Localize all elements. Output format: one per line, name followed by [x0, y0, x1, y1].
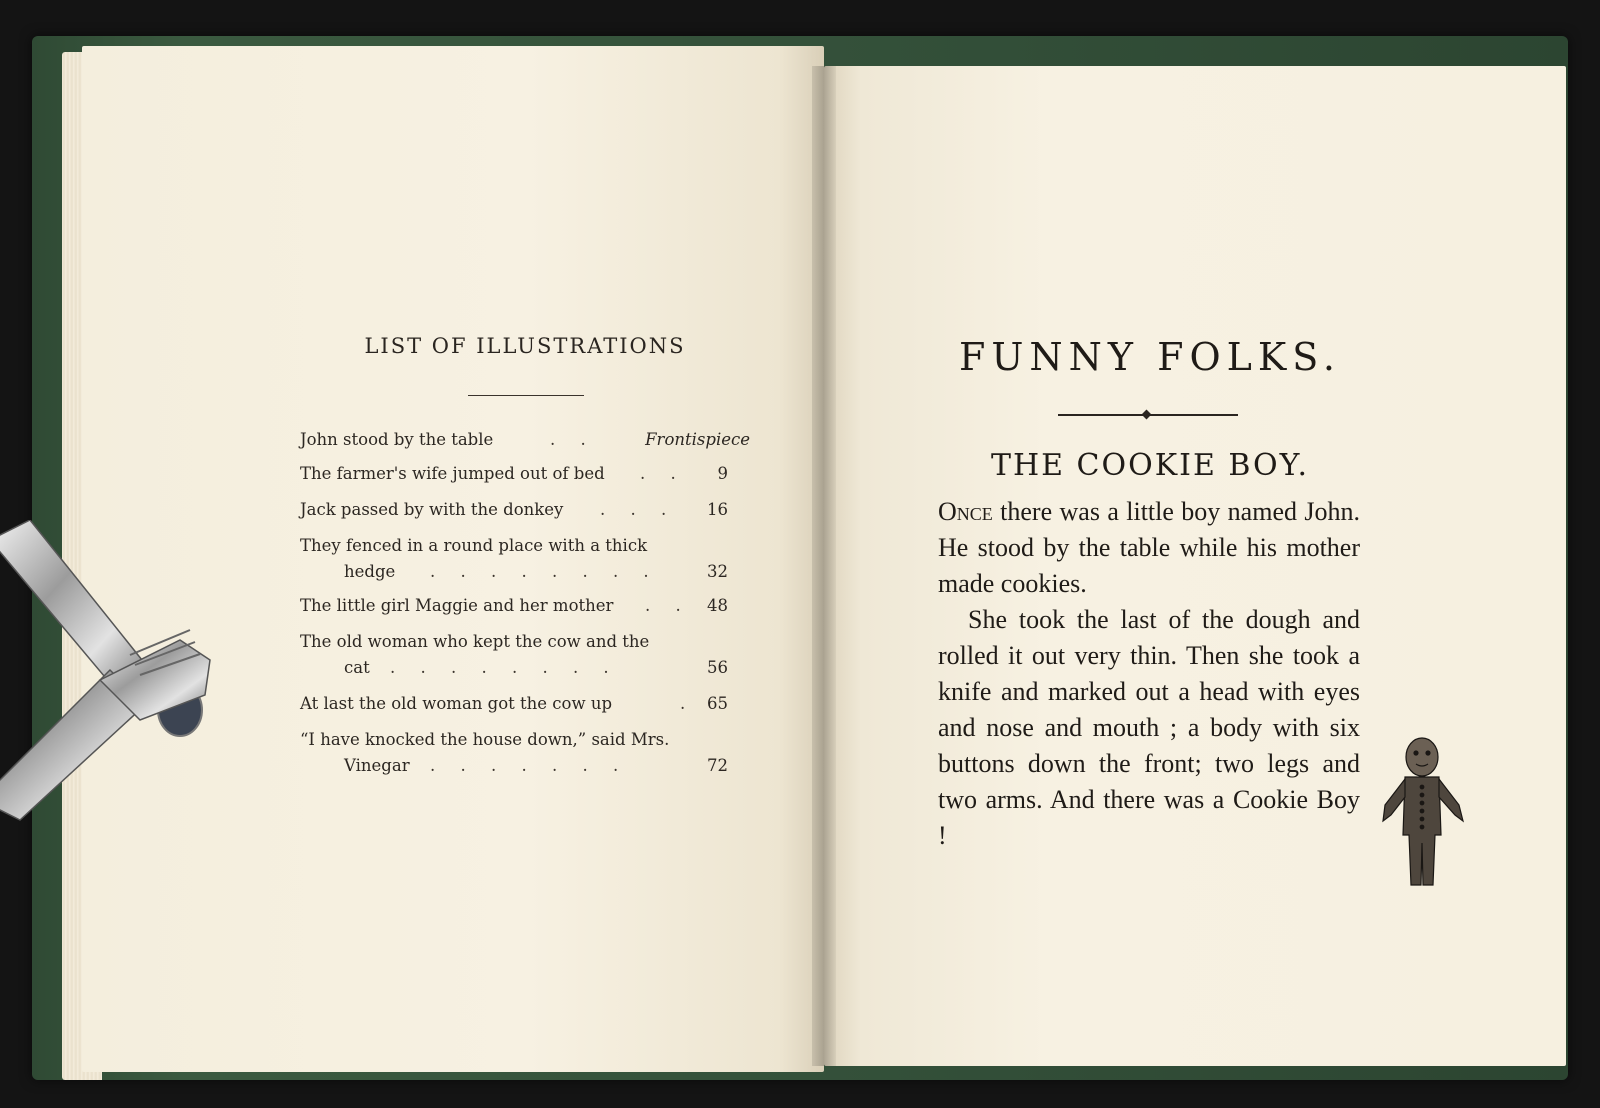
story-paragraph	[938, 494, 1360, 602]
toc-page-number: 32	[707, 562, 728, 581]
toc-page-number: Frontispiece	[645, 430, 750, 449]
toc-entry-text: The old woman who kept the cow and the	[300, 632, 650, 651]
toc-entry-text: They fenced in a round place with a thick	[300, 536, 648, 555]
toc-page-number: 56	[707, 658, 728, 677]
story-paragraph: She took the last of the dough and rolled it out very thin. Then she took a knife and marked out a head with eyes and nose and mouth ; a body with six buttons down the front; two legs and two arms. And there was a Cookie Boy !	[938, 605, 1360, 850]
story-paragraph-text: there was a little boy named John. He stood by the table while his mother made cookies.	[938, 497, 1360, 598]
toc-entry-text: “I have knocked the house down,” said Mrs.	[300, 730, 670, 749]
toc-entry-text: hedge	[344, 562, 396, 581]
cookie-boy-illustration	[1375, 735, 1470, 895]
toc-page-number: 65	[707, 694, 728, 713]
toc-page-number: 16	[707, 500, 728, 519]
toc-entry-continuation	[300, 562, 750, 588]
toc-leader: .	[680, 694, 696, 713]
toc-leader: . . . . . . .	[430, 756, 629, 775]
chapter-title: THE COOKIE BOY.	[990, 448, 1310, 483]
toc-entry	[300, 730, 750, 756]
toc-entry-text: cat	[344, 658, 370, 677]
toc-entry	[300, 500, 750, 526]
silver-bookmark-clip	[0, 520, 240, 840]
toc-entry-text: Vinegar	[344, 756, 410, 775]
toc-heading: LIST OF ILLUSTRATIONS	[364, 334, 686, 358]
toc-page-number: 72	[707, 756, 728, 775]
book-title: FUNNY FOLKS.	[959, 335, 1341, 379]
toc-entry	[300, 464, 750, 490]
story-text	[938, 494, 1360, 854]
toc-entry-text: John stood by the table	[300, 430, 494, 449]
toc-entry-text: At last the old woman got the cow up	[300, 694, 613, 713]
toc-entry-continuation	[300, 756, 750, 782]
toc-leader: . .	[645, 596, 691, 615]
toc-page-number: 48	[707, 596, 728, 615]
toc-leader: . . .	[600, 500, 677, 519]
toc-leader: . .	[640, 464, 686, 483]
toc-entry	[300, 596, 750, 622]
book-gutter	[812, 66, 836, 1066]
toc-entry-text: Jack passed by with the donkey	[300, 500, 564, 519]
toc-leader: . . . . . . . .	[390, 658, 619, 677]
toc-divider	[468, 395, 584, 396]
toc-entry	[300, 632, 750, 658]
drop-lead-word: Once	[938, 497, 993, 526]
toc-entry-text: The farmer's wife jumped out of bed	[300, 464, 605, 483]
toc-entry-text: The little girl Maggie and her mother	[300, 596, 614, 615]
toc-page-number: 9	[717, 464, 728, 483]
toc-entry	[300, 694, 750, 720]
toc-leader: . .	[550, 430, 596, 449]
toc-entry-continuation	[300, 658, 750, 684]
toc-leader: . . . . . . . .	[430, 562, 659, 581]
toc-entry	[300, 430, 750, 456]
toc-entry	[300, 536, 750, 562]
